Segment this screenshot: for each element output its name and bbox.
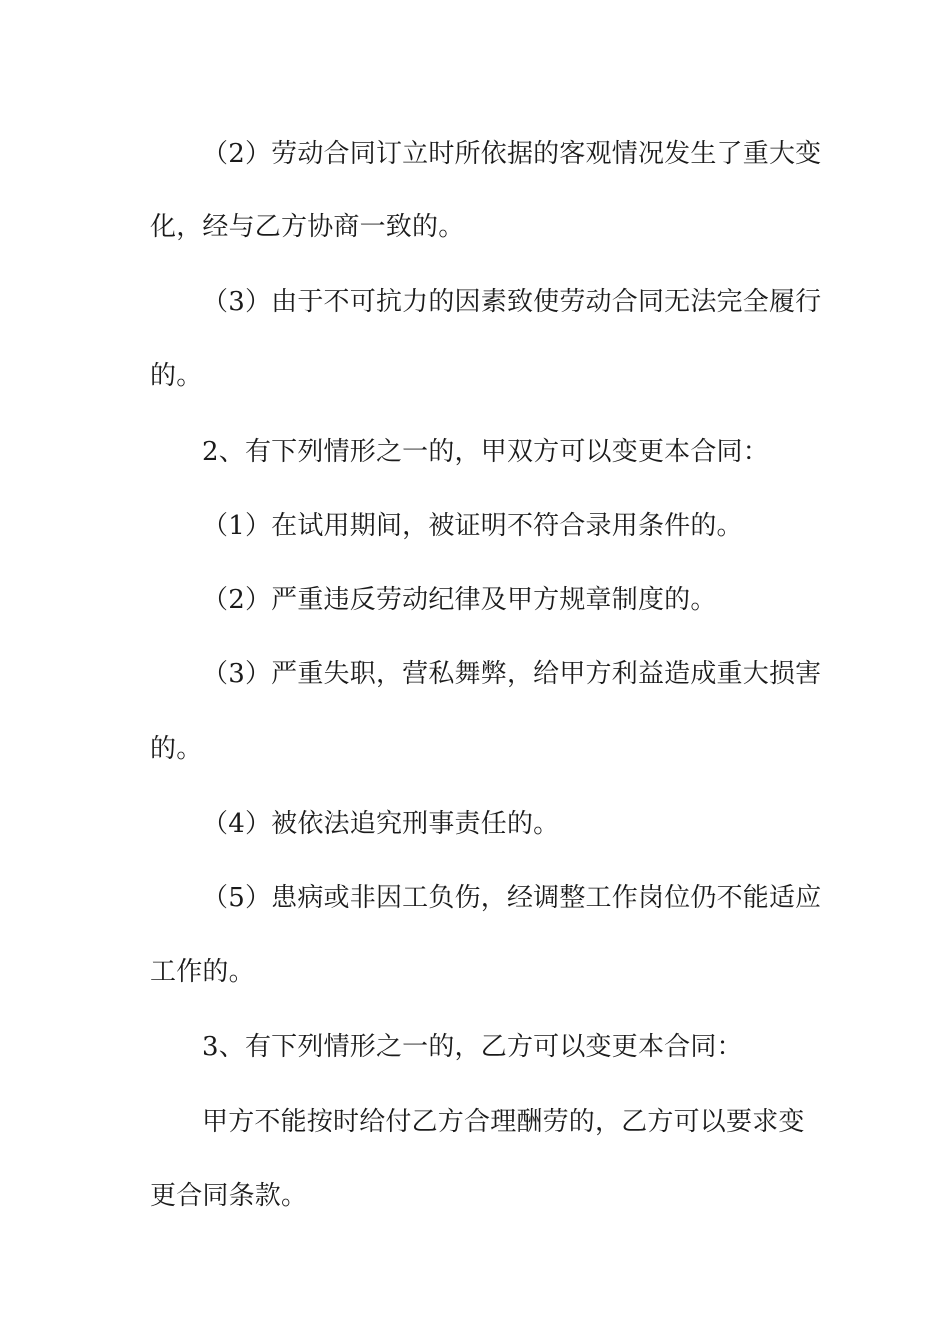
paragraph-line: 3、有下列情形之一的，乙方可以变更本合同： — [202, 1032, 743, 1062]
paragraph-line: 甲方不能按时给付乙方合理酬劳的，乙方可以要求变 — [202, 1107, 805, 1137]
paragraph-line: 更合同条款。 — [150, 1181, 308, 1211]
paragraph-line: （2）劳动合同订立时所依据的客观情况发生了重大变 — [202, 139, 822, 169]
paragraph-line: （3）由于不可抗力的因素致使劳动合同无法完全履行 — [202, 287, 822, 317]
paragraph-line: 工作的。 — [150, 957, 255, 987]
paragraph-line: （4）被依法追究刑事责任的。 — [202, 809, 560, 839]
paragraph-line: （5）患病或非因工负伤，经调整工作岗位仍不能适应 — [202, 883, 822, 913]
paragraph-line: 的。 — [150, 361, 203, 391]
paragraph-line: （1）在试用期间，被证明不符合录用条件的。 — [202, 511, 743, 541]
paragraph-line: （3）严重失职，营私舞弊，给甲方利益造成重大损害 — [202, 659, 822, 689]
paragraph-line: 2、有下列情形之一的，甲双方可以变更本合同： — [202, 437, 769, 467]
paragraph-line: （2）严重违反劳动纪律及甲方规章制度的。 — [202, 585, 717, 615]
paragraph-line: 化，经与乙方协商一致的。 — [150, 212, 465, 242]
paragraph-line: 的。 — [150, 734, 203, 764]
